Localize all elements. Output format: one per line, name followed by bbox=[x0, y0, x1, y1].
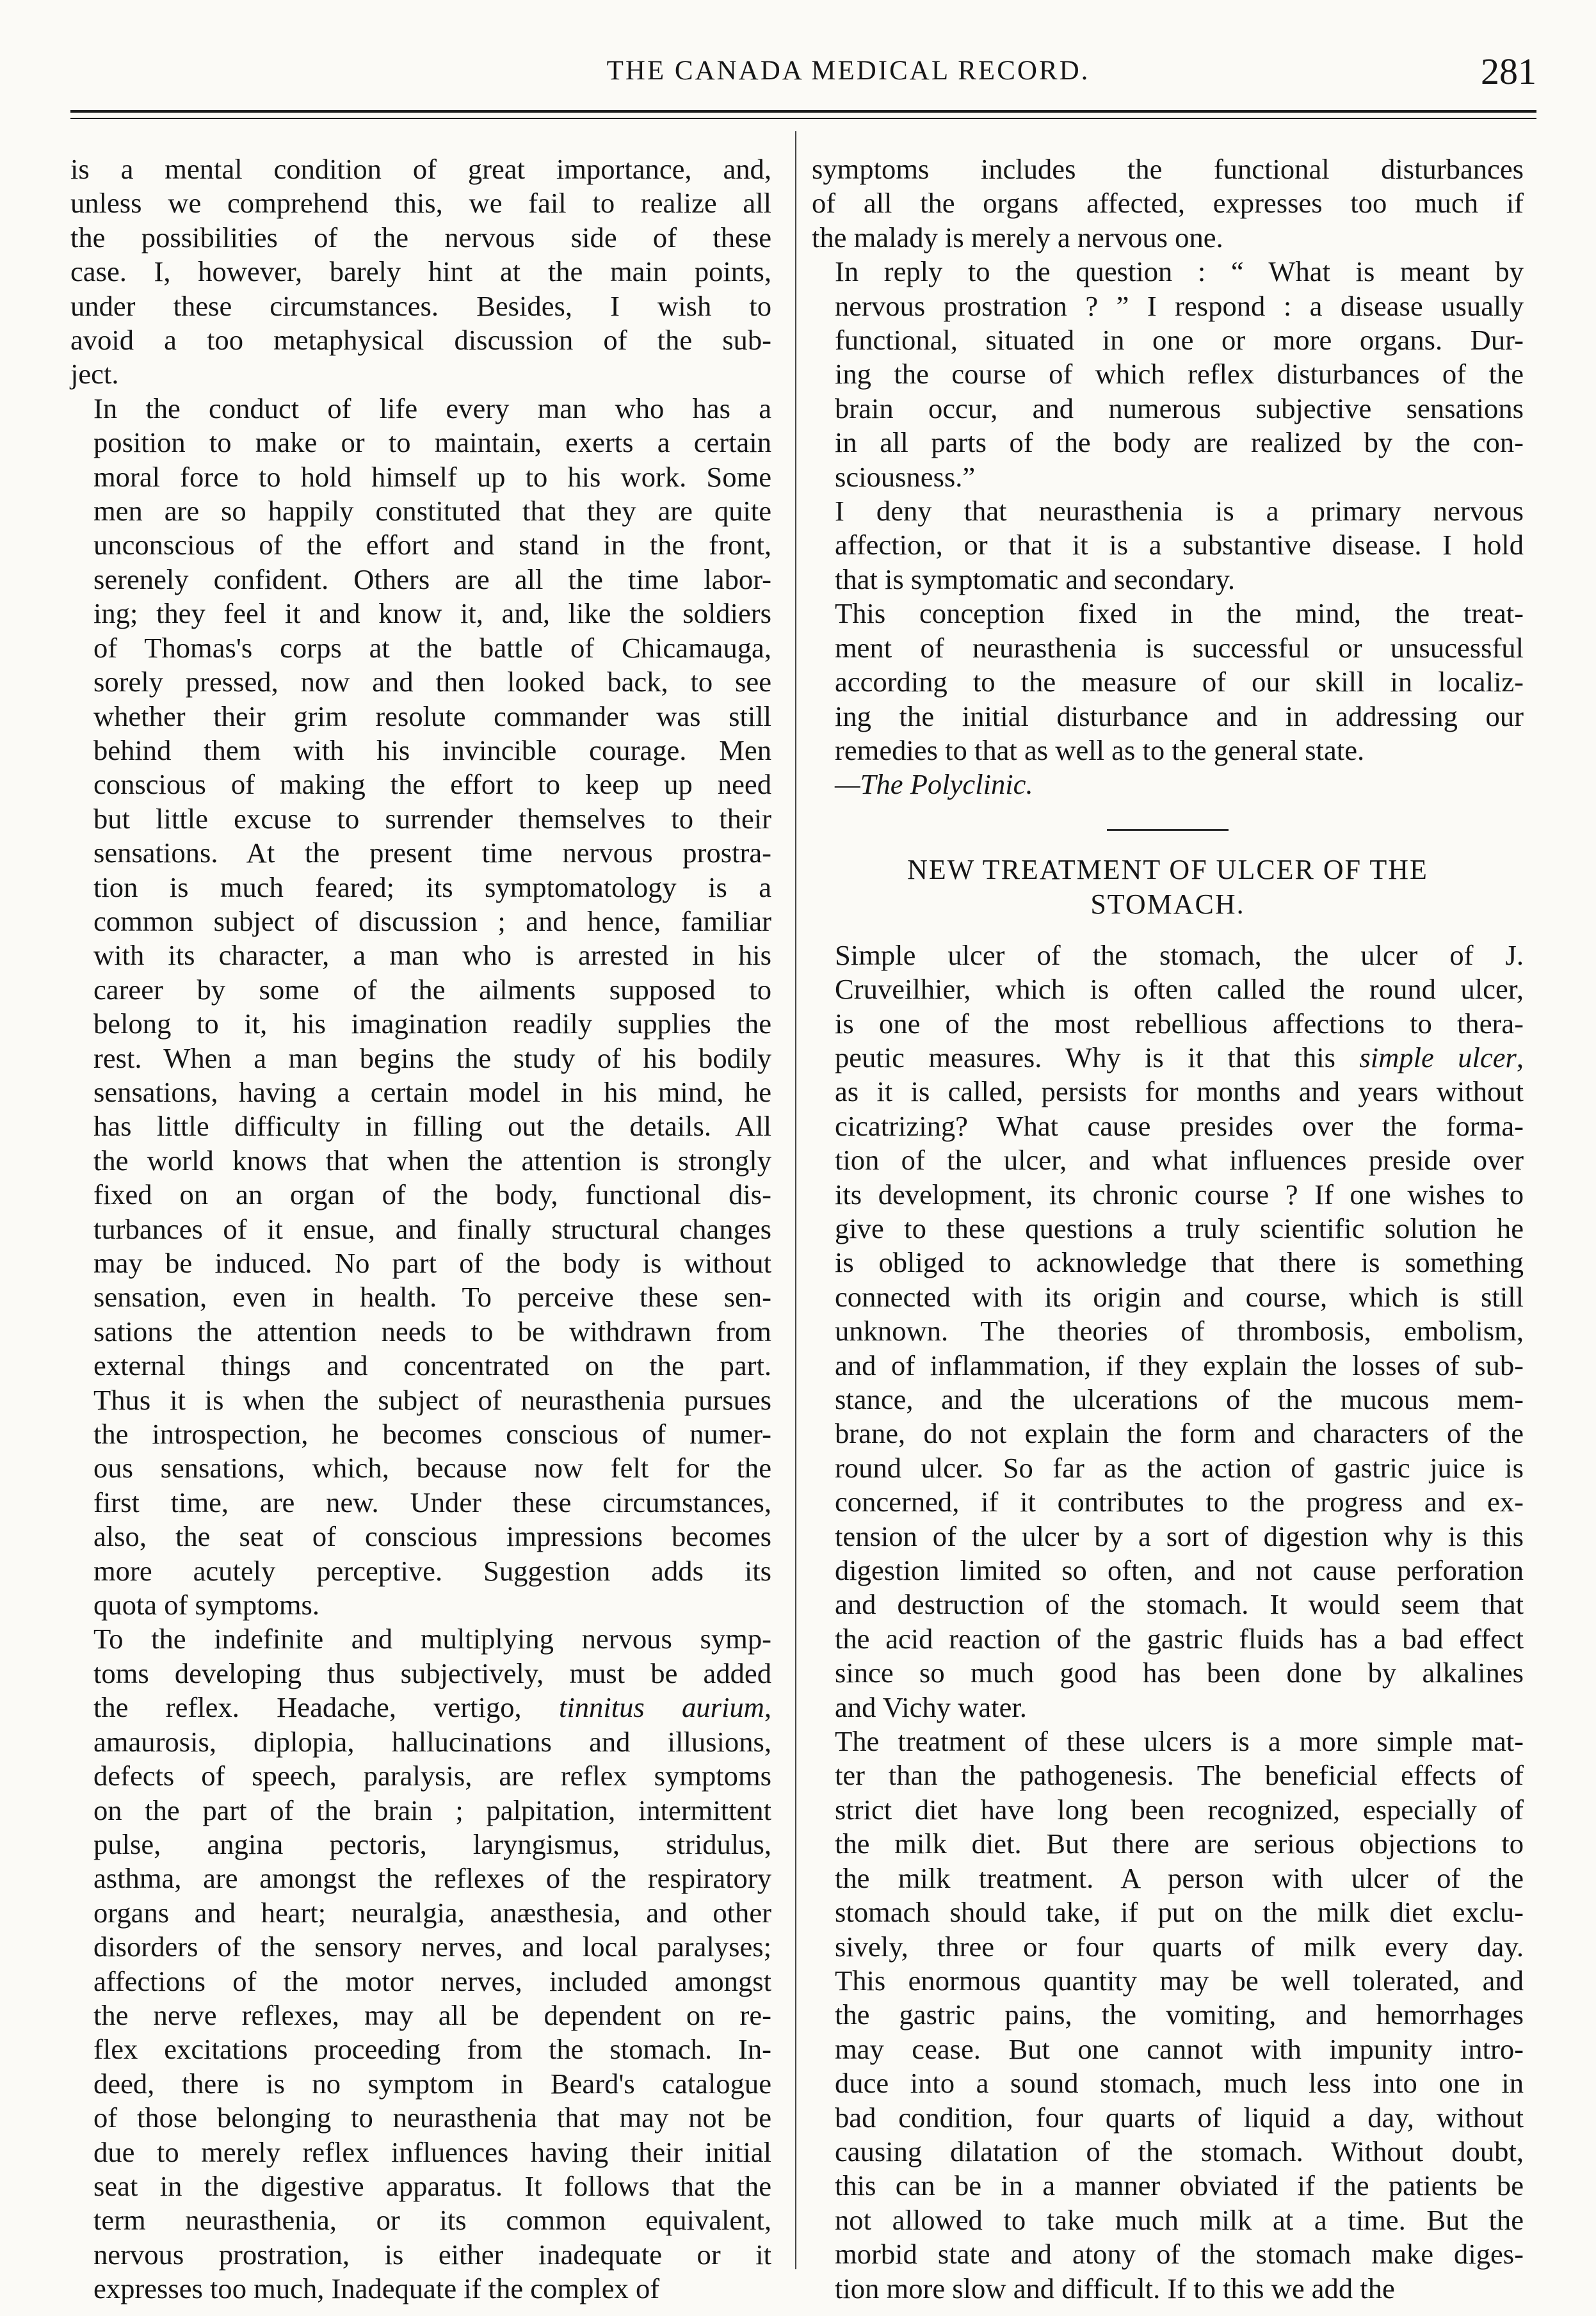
right-column-continuation bbox=[812, 152, 1524, 768]
text-line: stance, and the ulcerations of the mucous mem- bbox=[835, 1383, 1524, 1415]
text-line: The treatment of these ulcers is a more simple mat- bbox=[835, 1725, 1524, 1758]
article-body bbox=[812, 938, 1524, 2306]
text-line: is obliged to acknowledge that there is something bbox=[835, 1246, 1524, 1279]
text-line: tension of the ulcer by a sort of digestion why is this bbox=[835, 1520, 1524, 1552]
source-citation bbox=[812, 768, 1524, 801]
text-line: the introspection, he becomes conscious of numer- bbox=[93, 1418, 771, 1451]
text-line: avoid a too metaphysical discussion of the sub- bbox=[70, 324, 771, 357]
text-line: its development, its chronic course ? If one wishes to bbox=[835, 1178, 1524, 1210]
text-line: on the part of the brain ; palpitation, intermittent bbox=[93, 1794, 771, 1826]
paragraph bbox=[70, 152, 771, 392]
text-line: of Thomas's corps at the battle of Chicamauga, bbox=[93, 631, 771, 664]
text-line: ing; they feel it and know it, and, like the soldiers bbox=[93, 597, 771, 630]
text-line: and Vichy water. bbox=[835, 1691, 1027, 1723]
paragraph bbox=[70, 392, 771, 1623]
text-line: career by some of the ailments supposed to bbox=[93, 973, 771, 1006]
text-line: of those belonging to neurasthenia that may not be bbox=[93, 2102, 771, 2134]
text-line: moral force to hold himself up to his work. Some bbox=[93, 460, 771, 493]
text-line: pulse, angina pectoris, laryngismus, stridulus, bbox=[93, 1828, 771, 1860]
text-line: as it is called, persists for months and years without bbox=[835, 1075, 1524, 1108]
text-line: stomach should take, if put on the milk diet exclu- bbox=[835, 1896, 1524, 1929]
text-line: the milk diet. But there are serious objections to bbox=[835, 1828, 1524, 1860]
text-line: brain occur, and numerous subjective sensations bbox=[835, 392, 1524, 424]
text-line: quota of symptoms. bbox=[93, 1589, 320, 1621]
text-line: unknown. The theories of thrombosis, embolism, bbox=[835, 1315, 1524, 1347]
text-line: ject. bbox=[70, 358, 119, 390]
text-line: this can be in a manner obviated if the patients be bbox=[835, 2169, 1524, 2202]
text-line: affection, or that it is a substantive disease. I hold bbox=[835, 529, 1524, 561]
text-line: unconscious of the effort and stand in the front, bbox=[93, 529, 771, 561]
text-line: the milk treatment. A person with ulcer of the bbox=[835, 1862, 1524, 1894]
text-line: common subject of discussion ; and hence, familiar bbox=[93, 905, 771, 937]
section-separator bbox=[1107, 829, 1229, 831]
text-line: give to these questions a truly scientific solution he bbox=[835, 1212, 1524, 1244]
text-line: Thus it is when the subject of neurasthenia pursues bbox=[93, 1383, 771, 1416]
text-line: may be induced. No part of the body is without bbox=[93, 1247, 771, 1279]
text-line: cicatrizing? What cause presides over the forma- bbox=[835, 1109, 1524, 1142]
text-line: sensations, having a certain model in his mind, he bbox=[93, 1075, 771, 1108]
text-line: bad condition, four quarts of liquid a day, without bbox=[835, 2101, 1524, 2134]
text-line: brane, do not explain the form and characters of the bbox=[835, 1417, 1524, 1450]
text-line: external things and concentrated on the part. bbox=[93, 1349, 771, 1382]
page-header bbox=[70, 50, 1536, 95]
text-line: sensation, even in health. To perceive these sen- bbox=[93, 1281, 771, 1314]
text-line: expresses too much, Inadequate if the complex of bbox=[93, 2272, 660, 2305]
text-line: I deny that neurasthenia is a primary nervous bbox=[835, 495, 1524, 527]
text-line: nervous prostration ? ” I respond : a disease usually bbox=[835, 289, 1524, 322]
text-line: but little excuse to surrender themselves to their bbox=[93, 802, 771, 835]
text-line: sensations. At the present time nervous prostra- bbox=[93, 837, 771, 869]
text-line: and of inflammation, if they explain the losses of sub- bbox=[835, 1349, 1524, 1381]
running-title: THE CANADA MEDICAL RECORD. bbox=[606, 56, 1090, 86]
text-line: deed, there is no symptom in Beard's catalogue bbox=[93, 2067, 771, 2100]
text-line: affections of the motor nerves, included amongst bbox=[93, 1965, 771, 1997]
paragraph bbox=[812, 152, 1524, 255]
text-line: tion is much feared; its symptomatology is a bbox=[93, 871, 771, 903]
text-line: defects of speech, paralysis, are reflex symptoms bbox=[93, 1760, 771, 1792]
text-line: This conception fixed in the mind, the treat- bbox=[835, 597, 1524, 630]
text-line: sively, three or four quarts of milk every day. bbox=[835, 1930, 1524, 1963]
text-line: men are so happily constituted that they are quite bbox=[93, 495, 771, 527]
text-line: sorely pressed, now and then looked back, to see bbox=[93, 666, 771, 698]
paragraph bbox=[70, 1622, 771, 2306]
text-line: connected with its origin and course, which is still bbox=[835, 1280, 1524, 1313]
text-line: morbid state and atony of the stomach make diges- bbox=[835, 2238, 1524, 2271]
text-line: also, the seat of conscious impressions becomes bbox=[93, 1520, 771, 1553]
text-line: fixed on an organ of the body, functional dis- bbox=[93, 1178, 771, 1211]
text-line: sciousness.” bbox=[835, 460, 976, 493]
text-line: position to make or to maintain, exerts a certain bbox=[93, 426, 771, 459]
source-line: —The Polyclinic. bbox=[835, 768, 1033, 801]
text-line: the acid reaction of the gastric fluids has a bad effect bbox=[835, 1622, 1524, 1655]
text-line: not allowed to take much milk at a time. But the bbox=[835, 2203, 1524, 2236]
text-line: the gastric pains, the vomiting, and hemorrhages bbox=[835, 1998, 1524, 2031]
text-line: under these circumstances. Besides, I wish to bbox=[70, 289, 771, 322]
text-line: the nerve reflexes, may all be dependent on re- bbox=[93, 1998, 771, 2031]
text-line: Simple ulcer of the stomach, the ulcer of J. bbox=[835, 938, 1524, 971]
text-line: nervous prostration, is either inadequate or it bbox=[93, 2238, 771, 2271]
text-line: flex excitations proceeding from the stomach. In- bbox=[93, 2033, 771, 2066]
text-line: digestion limited so often, and not cause perforation bbox=[835, 1554, 1524, 1587]
header-rule-thin bbox=[70, 118, 1536, 119]
paragraph bbox=[812, 494, 1524, 597]
text-line: asthma, are amongst the reflexes of the respiratory bbox=[93, 1862, 771, 1895]
page-number: 281 bbox=[1481, 51, 1536, 92]
text-line: whether their grim resolute commander was still bbox=[93, 700, 771, 732]
paragraph bbox=[812, 1725, 1524, 2306]
text-line: has little difficulty in filling out the details. All bbox=[93, 1110, 771, 1143]
text-line: This enormous quantity may be well tolerated, and bbox=[835, 1964, 1524, 1997]
text-line: behind them with his invincible courage. Men bbox=[93, 734, 771, 766]
text-line: sations the attention needs to be withdrawn from bbox=[93, 1315, 771, 1347]
text-line: organs and heart; neuralgia, anæsthesia, and other bbox=[93, 1896, 771, 1929]
paragraph bbox=[812, 597, 1524, 768]
text-line: round ulcer. So far as the action of gastric juice is bbox=[835, 1451, 1524, 1484]
text-line: in all parts of the body are realized by the con- bbox=[835, 426, 1524, 459]
text-line: according to the measure of our skill in localiz- bbox=[835, 666, 1524, 698]
text-line: that is symptomatic and secondary. bbox=[835, 563, 1235, 595]
text-line: belong to it, his imagination readily supplies the bbox=[93, 1008, 771, 1040]
text-line: with its character, a man who is arrested in his bbox=[93, 939, 771, 972]
text-line: ing the course of which reflex disturbances of the bbox=[835, 358, 1524, 390]
text-line: serenely confident. Others are all the time labor- bbox=[93, 563, 771, 595]
text-line: ment of neurasthenia is successful or unsucessful bbox=[835, 631, 1524, 664]
text-line: conscious of making the effort to keep up need bbox=[93, 768, 771, 801]
text-line: the reflex. Headache, vertigo, tinnitus aurium, bbox=[93, 1691, 771, 1724]
text-line: ing the initial disturbance and in addressing our bbox=[835, 700, 1524, 732]
text-line: rest. When a man begins the study of his bodily bbox=[93, 1041, 771, 1074]
text-line: causing dilatation of the stomach. Without doubt, bbox=[835, 2135, 1524, 2167]
text-line: the malady is merely a nervous one. bbox=[812, 221, 1223, 253]
text-line: In reply to the question : “ What is meant by bbox=[835, 255, 1524, 288]
text-line: amaurosis, diplopia, hallucinations and illusions, bbox=[93, 1725, 771, 1758]
heading-line: STOMACH. bbox=[1090, 888, 1245, 920]
text-line: is one of the most rebellious affections to thera- bbox=[835, 1007, 1524, 1040]
text-line: unless we comprehend this, we fail to realize all bbox=[70, 187, 771, 220]
text-line: turbances of it ensue, and finally structural changes bbox=[93, 1212, 771, 1245]
text-line: case. I, however, barely hint at the main points, bbox=[70, 255, 771, 288]
text-line: functional, situated in one or more organs. Dur- bbox=[835, 324, 1524, 357]
text-line: disorders of the sensory nerves, and local paralyses; bbox=[93, 1931, 771, 1963]
text-line: first time, are new. Under these circumstances, bbox=[93, 1486, 771, 1518]
text-line: tion more slow and difficult. If to this we add the bbox=[835, 2272, 1395, 2304]
heading-line: NEW TREATMENT OF ULCER OF THE bbox=[907, 853, 1428, 885]
text-line: Cruveilhier, which is often called the round ulcer, bbox=[835, 973, 1524, 1006]
text-line: the world knows that when the attention is strongly bbox=[93, 1144, 771, 1177]
text-line: In the conduct of life every man who has a bbox=[93, 392, 771, 424]
text-line: more acutely perceptive. Suggestion adds its bbox=[93, 1554, 771, 1587]
header-rule-thick bbox=[70, 110, 1536, 113]
right-column bbox=[812, 152, 1524, 2306]
left-column bbox=[70, 152, 771, 2306]
text-line: tion of the ulcer, and what influences preside over bbox=[835, 1144, 1524, 1177]
text-line: due to merely reflex influences having their initial bbox=[93, 2135, 771, 2168]
text-line: and destruction of the stomach. It would seem that bbox=[835, 1588, 1524, 1621]
text-line: duce into a sound stomach, much less into one in bbox=[835, 2067, 1524, 2100]
text-line: since so much good has been done by alkalines bbox=[835, 1657, 1524, 1689]
text-line: peutic measures. Why is it that this simple ulcer, bbox=[835, 1041, 1524, 1074]
text-line: symptoms includes the functional disturbances bbox=[812, 153, 1524, 185]
text-line: To the indefinite and multiplying nervous symp- bbox=[93, 1623, 771, 1655]
text-line: ter than the pathogenesis. The beneficial effects of bbox=[835, 1759, 1524, 1792]
paragraph bbox=[812, 938, 1524, 1725]
text-line: term neurasthenia, or its common equivalent, bbox=[93, 2204, 771, 2237]
text-line: is a mental condition of great importance, and, bbox=[70, 153, 771, 185]
paragraph bbox=[812, 255, 1524, 494]
text-line: toms developing thus subjectively, must be added bbox=[93, 1657, 771, 1689]
text-line: remedies to that as well as to the general state. bbox=[835, 734, 1365, 766]
text-line: concerned, if it contributes to the progress and ex- bbox=[835, 1486, 1524, 1518]
article-heading bbox=[812, 853, 1524, 922]
text-line: the possibilities of the nervous side of these bbox=[70, 221, 771, 253]
column-divider bbox=[795, 131, 796, 2269]
text-line: ous sensations, which, because now felt for the bbox=[93, 1452, 771, 1484]
text-line: seat in the digestive apparatus. It follows that the bbox=[93, 2169, 771, 2202]
text-line: may cease. But one cannot with impunity intro- bbox=[835, 2032, 1524, 2065]
text-line: of all the organs affected, expresses too much if bbox=[812, 187, 1524, 220]
text-line: strict diet have long been recognized, especially of bbox=[835, 1793, 1524, 1826]
